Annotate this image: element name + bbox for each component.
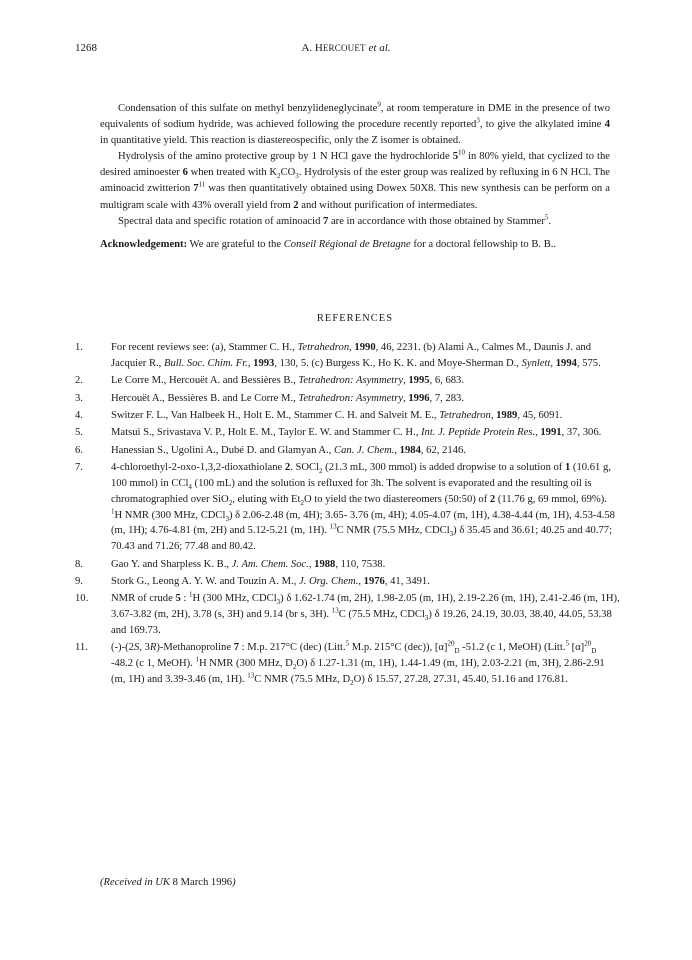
reference-10: 10. NMR of crude 5 : $^1$H (300 MHz, CDCl$_3$) δ 1.62-1.74 (m, 2H), 1.98-2.05 (m, 1H), 2.19-2.26 (m, 1H), 2.41-2.46 (m, 1H), 3.67-3.82 (m, 2H), 3.78 (s, 3H) and 9.14 (br s, 3H). $^{13}$C (75.5 MHz, CDCl$_3$) δ 19.26, 24.19, 30.03, 38.40, 44.05, 53.38 and 169.73.	[75, 590, 620, 636]
reference-1: 1. For recent reviews see: (a), Stammer C. H., Tetrahedron, 1990, 46, 2231. (b) Alami A., Calmes M., Daunis J. and Jacquier R., Bull. Soc. Chim. Fr., 1993, 130, 5. (c) Burgess K., Ho K. K. and Moye-Sherman D., Synlett, 1994, 575.	[75, 342, 601, 369]
reference-list	[75, 340, 620, 689]
page-number: 1268	[75, 42, 97, 54]
reference-4: 4. Switzer F. L., Van Halbeek H., Holt E. M., Stammer C. H. and Salveit M. E., Tetrahedron, 1989, 45, 6091.	[75, 409, 563, 421]
references-heading: REFERENCES	[316, 313, 394, 324]
reference-2: 2. Le Corre M., Hercouët A. and Bessières B., Tetrahedron: Asymmetry, 1995, 6, 683.	[75, 375, 464, 387]
paragraph-condensation: Condensation of this sulfate on methyl benzylideneglycinate$^9$, at room temperature in DME in the presence of two equivalents of sodium hydride, was achieved following the procedure recently reported$^3$, to give the alkylated imine 4 in quantitative yield. This reaction is diastereospecific, only the Z isomer is obtained.	[100, 100, 610, 147]
reference-7: 7. 4-chloroethyl-2-oxo-1,3,2-dioxathiolane 2. SOCl$_2$ (21.3 mL, 300 mmol) is added dropwise to a solution of 1 (10.61 g, 100 mmol) in CCl$_4$ (100 mL) and the solution is refluxed for 3h. The solvent is evaporated and the resulting oil is chromatographied over SiO$_2$, eluting with $Et_2O$ to yield the two diastereomers (50:50) of 2 (11.76 g, 69 mmol, 69%). $^1$H NMR (300 MHz, CDCl$_3$) δ 2.06-2.48 (m, 4H); 3.65- 3.76 (m, 4H); 4.05-4.07 (m, 1H), 4.38-4.44 (m, 1H), 4.53-4.58 (m, 1H); 4.76-4.81 (m, 2H) and 5.12-5.21 (m, 1H). $^{13}$C NMR (75.5 MHz, CDCl$_3$) δ 35.45 and 36.61; 40.25 and 40.77; 70.43 and 71.26; 77.48 and 80.42.	[75, 462, 615, 553]
paragraph-hydrolysis: Hydrolysis of the amino protective group by 1 N HCl gave the hydrochloride $5^{10}$ in 80% yield, that cyclized to the desired aminoester 6 when treated with $K_2CO_3$. Hydrolysis of the ester group was realized by refluxing in 6 N HCl. The aminoacid zwitterion $7^{11}$ was then quantitatively obtained using Dowex 50X8. This new synthesis can be perform on a multigram scale with 43% overall yield from 2 and without purification of intermediates.	[100, 148, 610, 211]
reference-5: 5. Matsui S., Srivastava V. P., Holt E. M., Taylor E. W. and Stammer C. H., Int. J. Peptide Protein Res., 1991, 37, 306.	[75, 427, 602, 439]
reference-9: 9. Stork G., Leong A. Y. W. and Touzin A. M., J. Org. Chem., 1976, 41, 3491.	[75, 575, 430, 587]
article-body	[100, 101, 610, 253]
reference-8: 8. Gao Y. and Sharpless K. B., J. Am. Chem. Soc., 1988, 110, 7538.	[75, 558, 386, 570]
acknowledgement: Acknowledgement: We are grateful to the Conseil Régional de Bretagne for a doctoral fellowship to B. B..	[100, 238, 557, 250]
paragraph-spectral: Spectral data and specific rotation of aminoacid 7 are in accordance with those obtained by Stammer$^5$.	[118, 213, 551, 227]
reference-6: 6. Hanessian S., Ugolini A., Dubé D. and Glamyan A., Can. J. Chem., 1984, 62, 2146.	[75, 444, 466, 456]
running-header	[75, 42, 617, 56]
reference-11: 11. (-)-(2S, 3R)-Methanoproline 7 : M.p. 217°C (dec) (Litt.$^5$ M.p. 215°C (dec)), $[\alpha]^{20}_D$ -51.2 (c 1, MeOH) (Litt.$^5$ $[\alpha]^{20}_D$ -48.2 (c 1, MeOH). $^1$H NMR (300 MHz, $D_2O$) δ 1.27-1.31 (m, 1H), 1.44-1.49 (m, 1H), 2.03-2.21 (m, 3H), 2.86-2.91 (m, 1H) and 3.39-3.46 (m, 1H). $^{13}$C NMR (75.5 MHz, $D_2O$) δ 15.57, 27.28, 27.31, 45.40, 51.16 and 176.81.	[75, 639, 605, 687]
running-head-author: A. HERCOUET et al.	[301, 42, 391, 54]
reference-3: 3. Hercouët A., Bessières B. and Le Corre M., Tetrahedron: Asymmetry, 1996, 7, 283.	[75, 392, 464, 404]
received-date-note: (Received in UK 8 March 1996)	[100, 877, 236, 888]
